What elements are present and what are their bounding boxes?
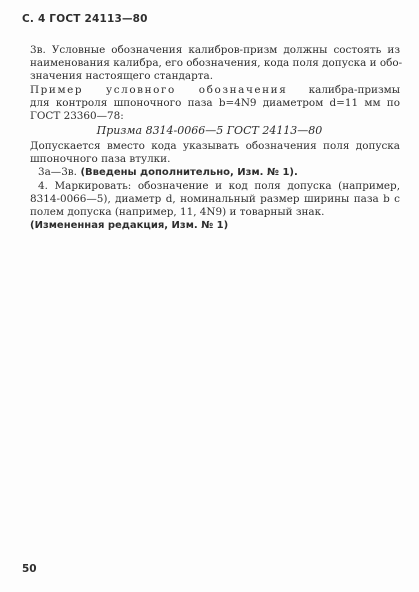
amendment-note-ref: 3а—3в. (38, 166, 77, 178)
paragraph-3v-line-2: наименования калибра, его обозначения, кода поля допуска и обо- (30, 57, 403, 69)
example-line-1-tail: калибра-призмы (287, 84, 400, 96)
allowance-line-1: Допускается вместо кода указывать обозначения поля допуска (30, 140, 400, 152)
paragraph-4-line-2: 8314-0066—5), диаметр d, номинальный размер ширины паза b с (30, 193, 400, 205)
paragraph-4-line-3: полем допуска (например, 11, 4N9) и товарный знак. (30, 206, 325, 218)
designation-example: Призма 8314-0066—5 ГОСТ 24113—80 (96, 124, 323, 137)
example-heading: Пример условного обозначения (30, 84, 288, 96)
page-number: 50 (22, 563, 37, 575)
paragraph-4-line-1: 4. Маркировать: обозначение и код поля допуска (например, (38, 180, 400, 192)
example-line-2: для контроля шпоночного паза b=4N9 диаметром d=11 мм по (30, 97, 400, 109)
revision-note: (Измененная редакция, Изм. № 1) (30, 220, 229, 231)
amendment-note-text: (Введены дополнительно, Изм. № 1). (76, 167, 298, 178)
example-line-3: ГОСТ 23360—78: (30, 110, 124, 122)
running-header: С. 4 ГОСТ 24113—80 (22, 13, 148, 25)
amendment-note-3a-3v (38, 166, 298, 179)
example-line-1 (30, 84, 400, 97)
allowance-line-2: шпоночного паза втулки. (30, 153, 171, 165)
paragraph-3v-line-3: значения настоящего стандарта. (30, 70, 214, 82)
paragraph-3v-line-1: 3в. Условные обозначения калибров-призм должны состоять из (30, 44, 400, 56)
